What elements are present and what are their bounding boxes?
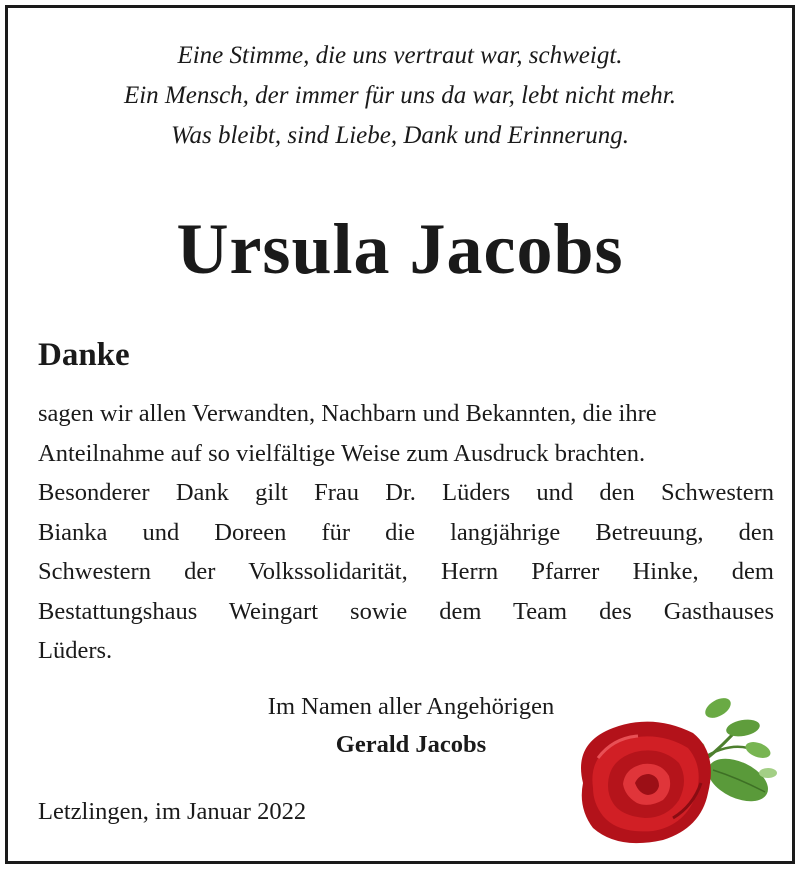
body-line: Besonderer Dank gilt Frau Dr. Lüders und den Schwestern <box>38 479 774 506</box>
obituary-notice <box>5 5 795 864</box>
body-line: Schwestern der Volkssolidarität, Herrn Pfarrer Hinke, dem <box>38 558 774 585</box>
signer-name: Gerald Jacobs <box>335 731 487 758</box>
poem-line: Was bleibt, sind Liebe, Dank und Erinnerung. <box>170 122 630 149</box>
red-rose-icon <box>553 688 793 853</box>
body-line: Anteilnahme auf so vielfältige Weise zum Ausdruck brachten. <box>38 439 646 467</box>
memorial-poem <box>8 36 792 156</box>
signoff <box>211 688 611 764</box>
place-date: Letzlingen, im Januar 2022 <box>38 798 307 825</box>
body-line: sagen wir allen Verwandten, Nachbarn und Bekannten, die ihre <box>38 400 657 427</box>
deceased-name: Ursula Jacobs <box>176 209 624 289</box>
body-line: Bestattungshaus Weingart sowie dem Team des Gasthauses <box>38 597 774 625</box>
thanks-heading: Danke <box>38 337 130 373</box>
body-line: Bianka und Doreen für die langjährige Betreuung, den <box>38 518 774 546</box>
on-behalf-text: Im Namen aller Angehörigen <box>267 693 555 720</box>
thanks-body <box>38 394 774 671</box>
poem-line: Ein Mensch, der immer für uns da war, lebt nicht mehr. <box>123 82 677 109</box>
body-line: Lüders. <box>38 637 113 664</box>
poem-line: Eine Stimme, die uns vertraut war, schweigt. <box>177 42 623 69</box>
rose-bloom <box>581 722 711 844</box>
